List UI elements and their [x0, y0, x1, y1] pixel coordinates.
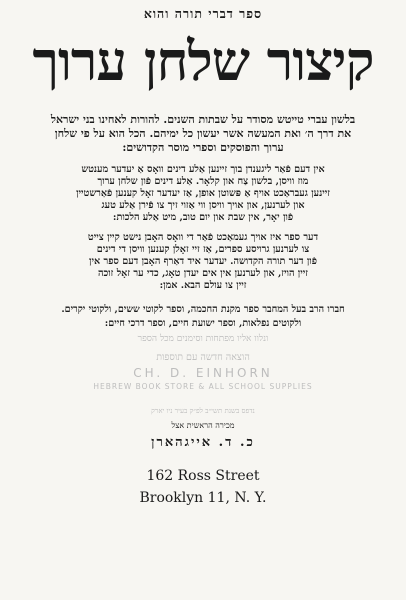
author-books-line: חברו הרב בעל המחבר ספר מקנת החכמה, וספר לקוטי ששים, ולקוטי יקרים.: [61, 304, 345, 315]
yiddish-paragraph-1-line: מוז וויסן, בלשון צַח און קלאָר. אַלע דינים פֿון שלחן ערוך: [97, 176, 309, 187]
main-title: קיצור שלחן ערוך: [32, 29, 374, 93]
intro-line: ערוך והפוסקים וספרי מוסר הקדושים:: [122, 141, 284, 154]
faded-line: ונלוו אליו מפתחות וסימנים מכל הספר: [137, 334, 269, 344]
yiddish-paragraph-2-line: דער ספר איז אויך געמאַכט פֿאַר די וואָס האָבן נישט קיין צייט: [87, 232, 319, 243]
yiddish-paragraph-1-line: זיינען געבראַכט אויף אַ פּשוטן אופן, אַז יעדער זאָל קענען פֿאַרשטיין: [76, 188, 330, 199]
faded-line: נדפס בשנת תשי״ב לפ״ק בעיר ניו יארק: [151, 407, 255, 415]
faded-publisher-name: CH. D. EINHORN: [133, 366, 273, 380]
distributor-label: מכירה הראשית אצל: [171, 421, 235, 430]
yiddish-paragraph-2-line: פֿון דער תורה הקדושה. יעדער איד דאַרף האָבן דעם ספר אין: [89, 256, 317, 267]
yiddish-paragraph-1-line: און לערנען, און אויך וויסן ווי אַזוי זיך צו פֿירן אַלע טעג: [101, 200, 305, 211]
author-books-line: ולקוטים נפלאות, וספר ישועת חיים, וספר דרכי חיים:: [104, 318, 302, 329]
faded-line: הוצאה חדשה עם תוספות: [156, 352, 250, 363]
address-city: Brooklyn 11, N. Y.: [139, 490, 267, 506]
yiddish-paragraph-2-line: זיין הויז, און לערנען אין אים יעדן טאָג, כדי ער זאָל זוכה: [98, 268, 308, 279]
intro-line: את דרך ה׳ ואת המעשה אשר יעשון כל ימיהם. הכל הוא על פי שלחן: [54, 127, 352, 140]
intro-line: בלשון עברי טייטש מסודר על שבתות השנים. להורות לאחינו בני ישראל: [50, 113, 356, 126]
yiddish-paragraph-1-line: אין דעם פֿאַר ליגענדן בוך זיינען אַלע דינים וואָס אַ יעדער מענטש: [81, 164, 325, 175]
yiddish-paragraph-1-line: פֿון יאָר, אין שבת און יום טוב, מיט אַלע הלכות:: [112, 212, 294, 223]
top-line: ספר דברי תורה והוא: [143, 6, 263, 21]
address-street: 162 Ross Street: [146, 468, 260, 484]
faded-publisher-subtitle: HEBREW BOOK STORE & ALL SCHOOL SUPPLIES: [93, 382, 313, 391]
yiddish-paragraph-2-line: צו לערנען גרויסע ספרים, אַז זיי זאָלן קענען וויסן די דינים: [96, 244, 310, 255]
distributor-name: כ. ד. אייגהארן: [151, 435, 255, 450]
yiddish-paragraph-2-line: זיין צו עולם הבא. אמן:: [159, 280, 247, 291]
